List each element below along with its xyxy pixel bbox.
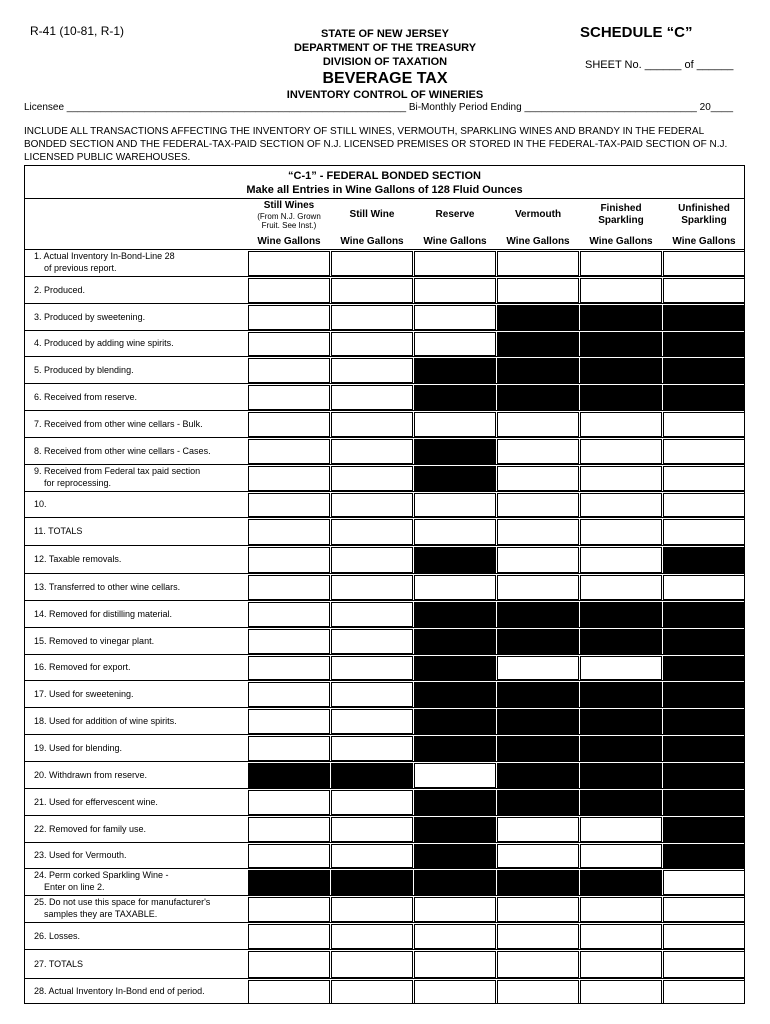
table-row (24, 627, 745, 654)
entry-cell[interactable] (414, 412, 496, 437)
table-row (24, 788, 745, 815)
blocked-cell (663, 709, 745, 734)
entry-cell[interactable] (331, 575, 413, 600)
column-header (497, 209, 579, 221)
entry-cell[interactable] (497, 656, 579, 680)
entry-cell[interactable] (331, 897, 413, 922)
row-label: 7. Received from other wine cellars - Bulk. (34, 418, 203, 429)
blocked-cell (497, 385, 579, 410)
row-divider (24, 356, 745, 357)
column-unit: Wine Gallons (506, 236, 570, 247)
entry-cell[interactable] (248, 278, 330, 303)
entry-cell[interactable] (497, 924, 579, 949)
table-row (24, 761, 745, 788)
sheet-number-field[interactable]: SHEET No. ______ of ______ (585, 59, 734, 71)
blocked-cell (580, 629, 662, 654)
row-divider (24, 491, 745, 492)
blocked-cell (663, 358, 745, 383)
entry-cell[interactable] (497, 844, 579, 868)
blocked-cell (580, 358, 662, 383)
row-divider (24, 276, 745, 277)
blocked-cell (497, 763, 579, 788)
blocked-cell (580, 682, 662, 707)
column-header (580, 203, 662, 227)
entry-cell[interactable] (331, 358, 413, 383)
entry-cell[interactable] (331, 924, 413, 949)
instructions-text: INCLUDE ALL TRANSACTIONS AFFECTING THE INVENTORY OF STILL WINES, VERMOUTH, SPARKLING WINES AND BRANDY IN THE FEDERAL BONDED SECTION AND THE FEDERAL-TAX-PAID SECTION OF N.J. LICENSED PREMISES OR STORED IN THE FEDERAL-TAX-PAID SECTION OF N.J. LICENSED PUBLIC WAREHOUSES. (24, 126, 728, 163)
row-label: 21. Used for effervescent wine. (34, 796, 158, 807)
column-unit: Wine Gallons (589, 236, 653, 247)
blocked-cell (414, 439, 496, 464)
row-label: 10. (34, 499, 47, 509)
entry-cell[interactable] (497, 439, 579, 464)
entry-cell[interactable] (248, 575, 330, 600)
row-label: 26. Losses. (34, 930, 81, 941)
entry-cell[interactable] (331, 385, 413, 410)
blocked-cell (663, 332, 745, 356)
row-divider (24, 600, 745, 601)
heading-divider (24, 198, 745, 199)
blocked-cell (414, 547, 496, 573)
entry-cell[interactable] (580, 278, 662, 303)
row-divider (24, 437, 745, 438)
table-row (24, 707, 745, 734)
entry-cell[interactable] (580, 656, 662, 680)
entry-cell[interactable] (248, 493, 330, 517)
entry-cell[interactable] (580, 547, 662, 573)
entry-cell[interactable] (331, 278, 413, 303)
row-divider (24, 680, 745, 681)
row-label: 22. Removed for family use. (34, 823, 147, 834)
entry-cell[interactable] (497, 980, 579, 1004)
row-divider (24, 654, 745, 655)
blocked-cell (663, 736, 745, 761)
blocked-cell (580, 763, 662, 788)
table-row (24, 276, 745, 303)
entry-cell[interactable] (331, 682, 413, 707)
state-name: STATE OF NEW JERSEY (321, 28, 449, 40)
blocked-cell (414, 844, 496, 868)
column-unit: Wine Gallons (672, 236, 736, 247)
entry-cell[interactable] (663, 251, 745, 276)
blocked-cell (580, 870, 662, 895)
column-header (248, 200, 330, 230)
section-subtitle: Make all Entries in Wine Gallons of 128 Fluid Ounces (246, 184, 523, 196)
entry-cell[interactable] (331, 412, 413, 437)
table-row (24, 978, 745, 1004)
table-row (24, 600, 745, 627)
entry-cell[interactable] (331, 466, 413, 491)
licensee-period-line[interactable]: Licensee _____________________________________________________________ Bi-Monthly Period Ending _______________________________ 20____ (24, 102, 734, 113)
entry-cell[interactable] (248, 656, 330, 680)
entry-cell[interactable] (414, 980, 496, 1004)
entry-cell[interactable] (580, 251, 662, 276)
entry-cell[interactable] (248, 951, 330, 978)
blocked-cell (580, 790, 662, 815)
row-divider (24, 734, 745, 735)
table-row (24, 680, 745, 707)
column-label: Still Wines (263, 200, 315, 211)
column-label: Reserve (435, 209, 475, 220)
entry-cell[interactable] (580, 466, 662, 491)
row-label: 4. Produced by adding wine spirits. (34, 338, 174, 348)
row-label: 16. Removed for export. (34, 662, 131, 672)
blocked-cell (663, 844, 745, 868)
row-divider (24, 815, 745, 816)
row-label: 28. Actual Inventory In-Bond end of period. (34, 986, 205, 996)
blocked-cell (248, 763, 330, 788)
entry-cell[interactable] (663, 519, 745, 545)
entry-cell[interactable] (580, 844, 662, 868)
table-row (24, 383, 745, 410)
entry-cell[interactable] (331, 305, 413, 330)
column-unit: Wine Gallons (423, 236, 487, 247)
blocked-cell (663, 629, 745, 654)
row-divider (24, 922, 745, 923)
division-name: DIVISION OF TAXATION (322, 56, 448, 68)
row-divider (24, 383, 745, 384)
blocked-cell (580, 602, 662, 627)
blocked-cell (414, 629, 496, 654)
table-row (24, 491, 745, 517)
blocked-cell (414, 870, 496, 895)
row-label: 6. Received from reserve. (34, 391, 138, 402)
blocked-cell (414, 466, 496, 491)
row-label: 9. Received from Federal tax paid section for reprocessing. (34, 466, 201, 488)
row-label: 1. Actual Inventory In-Bond-Line 28 of previous report. (34, 251, 175, 273)
entry-cell[interactable] (580, 980, 662, 1004)
blocked-cell (497, 358, 579, 383)
entry-cell[interactable] (497, 278, 579, 303)
entry-cell[interactable] (497, 547, 579, 573)
blocked-cell (497, 682, 579, 707)
row-label: 8. Received from other wine cellars - Cases. (34, 445, 211, 456)
blocked-cell (414, 656, 496, 680)
entry-cell[interactable] (248, 736, 330, 761)
entry-cell[interactable] (663, 980, 745, 1004)
entry-cell[interactable] (497, 251, 579, 276)
column-unit: Wine Gallons (340, 236, 404, 247)
blocked-cell (663, 656, 745, 680)
entry-cell[interactable] (331, 602, 413, 627)
entry-cell[interactable] (248, 519, 330, 545)
entry-cell[interactable] (414, 897, 496, 922)
table-row (24, 517, 745, 545)
blocked-cell (414, 385, 496, 410)
entry-cell[interactable] (663, 870, 745, 895)
entry-cell[interactable] (331, 629, 413, 654)
blocked-cell (497, 870, 579, 895)
entry-cell[interactable] (248, 980, 330, 1004)
entry-cell[interactable] (497, 951, 579, 978)
blocked-cell (663, 682, 745, 707)
row-divider (24, 627, 745, 628)
row-divider (24, 330, 745, 331)
blocked-cell (414, 817, 496, 842)
row-label: 15. Removed to vinegar plant. (34, 635, 155, 646)
row-label: 14. Removed for distilling material. (34, 608, 173, 619)
table-row (24, 545, 745, 573)
table-row (24, 249, 745, 276)
column-label: Still Wine (349, 209, 395, 220)
entry-cell[interactable] (331, 817, 413, 842)
row-label: 23. Used for Vermouth. (34, 850, 127, 860)
table-row (24, 868, 745, 895)
column-header (414, 209, 496, 221)
entry-cell[interactable] (497, 519, 579, 545)
entry-cell[interactable] (580, 519, 662, 545)
entry-cell[interactable] (331, 709, 413, 734)
entry-cell[interactable] (248, 358, 330, 383)
column-label: Finished Sparkling (598, 203, 644, 226)
column-sublabel: (From N.J. Grown Fruit. See Inst.) (257, 212, 321, 230)
entry-cell[interactable] (248, 682, 330, 707)
entry-cell[interactable] (248, 790, 330, 815)
entry-cell[interactable] (414, 924, 496, 949)
entry-cell[interactable] (497, 466, 579, 491)
entry-cell[interactable] (331, 844, 413, 868)
entry-cell[interactable] (663, 278, 745, 303)
entry-cell[interactable] (497, 817, 579, 842)
entry-cell[interactable] (331, 519, 413, 545)
entry-cell[interactable] (248, 439, 330, 464)
blocked-cell (497, 602, 579, 627)
entry-cell[interactable] (663, 575, 745, 600)
entry-cell[interactable] (248, 466, 330, 491)
tax-title: BEVERAGE TAX (322, 70, 448, 87)
blocked-cell (497, 736, 579, 761)
entry-cell[interactable] (580, 412, 662, 437)
entry-cell[interactable] (248, 709, 330, 734)
entry-cell[interactable] (331, 790, 413, 815)
table-row (24, 464, 745, 491)
row-label: 5. Produced by blending. (34, 364, 134, 375)
blocked-cell (414, 709, 496, 734)
entry-cell[interactable] (414, 251, 496, 276)
blocked-cell (663, 790, 745, 815)
blocked-cell (580, 385, 662, 410)
row-divider (24, 978, 745, 979)
column-unit: Wine Gallons (257, 236, 321, 247)
blocked-cell (580, 736, 662, 761)
row-label: 27. TOTALS (34, 958, 84, 969)
entry-cell[interactable] (497, 897, 579, 922)
entry-cell[interactable] (414, 305, 496, 330)
entry-cell[interactable] (331, 332, 413, 356)
entry-cell[interactable] (663, 924, 745, 949)
blocked-cell (663, 547, 745, 573)
row-divider (24, 410, 745, 411)
entry-cell[interactable] (414, 278, 496, 303)
table-row (24, 895, 745, 922)
blocked-cell (414, 602, 496, 627)
blocked-cell (663, 385, 745, 410)
row-divider (24, 303, 745, 304)
entry-cell[interactable] (414, 575, 496, 600)
table-row (24, 410, 745, 437)
section-heading (24, 169, 745, 197)
entry-cell[interactable] (331, 493, 413, 517)
row-label: 18. Used for addition of wine spirits. (34, 715, 177, 726)
entry-cell[interactable] (497, 412, 579, 437)
row-label: 2. Produced. (34, 284, 86, 295)
entry-cell[interactable] (663, 439, 745, 464)
entry-cell[interactable] (248, 897, 330, 922)
entry-cell[interactable] (580, 817, 662, 842)
form-subtitle: INVENTORY CONTROL OF WINERIES (286, 89, 484, 101)
blocked-cell (497, 629, 579, 654)
table-row (24, 356, 745, 383)
blocked-cell (663, 763, 745, 788)
form-header (235, 27, 535, 102)
entry-cell[interactable] (414, 951, 496, 978)
entry-cell[interactable] (248, 251, 330, 276)
row-label: 12. Taxable removals. (34, 554, 122, 564)
blocked-cell (414, 682, 496, 707)
entry-cell[interactable] (580, 951, 662, 978)
table-row (24, 842, 745, 868)
blocked-cell (663, 817, 745, 842)
blocked-cell (414, 358, 496, 383)
entry-cell[interactable] (497, 575, 579, 600)
row-divider (24, 788, 745, 789)
entry-cell[interactable] (248, 547, 330, 573)
entry-cell[interactable] (248, 629, 330, 654)
row-divider (24, 707, 745, 708)
row-label: 3. Produced by sweetening. (34, 311, 146, 322)
blocked-cell (497, 332, 579, 356)
column-label: Unfinished Sparkling (678, 203, 730, 226)
entry-cell[interactable] (248, 817, 330, 842)
entry-cell[interactable] (331, 736, 413, 761)
row-label: 25. Do not use this space for manufacturer's samples they are TAXABLE. (34, 897, 211, 919)
table-row (24, 330, 745, 356)
entry-cell[interactable] (331, 980, 413, 1004)
table-row (24, 922, 745, 949)
blocked-cell (663, 305, 745, 330)
table-row (24, 437, 745, 464)
section-title: “C-1” - FEDERAL BONDED SECTION (288, 170, 481, 182)
form-number: R-41 (10-81, R-1) (30, 24, 125, 38)
blocked-cell (414, 790, 496, 815)
entry-cell[interactable] (248, 305, 330, 330)
row-label: 24. Perm corked Sparkling Wine - Enter on line 2. (34, 870, 169, 892)
table-row (24, 949, 745, 978)
row-label: 11. TOTALS (34, 526, 83, 536)
entry-cell[interactable] (663, 951, 745, 978)
entry-cell[interactable] (414, 519, 496, 545)
entry-cell[interactable] (248, 924, 330, 949)
entry-cell[interactable] (331, 251, 413, 276)
row-divider (24, 949, 745, 950)
blocked-cell (580, 709, 662, 734)
entry-cell[interactable] (663, 466, 745, 491)
column-label: Vermouth (514, 209, 562, 220)
entry-cell[interactable] (248, 412, 330, 437)
table-row (24, 573, 745, 600)
row-divider (24, 842, 745, 843)
entry-cell[interactable] (248, 332, 330, 356)
row-divider (24, 517, 745, 518)
blocked-cell (414, 736, 496, 761)
blocked-cell (497, 305, 579, 330)
table-row (24, 734, 745, 761)
row-divider (24, 761, 745, 762)
row-label: 19. Used for blending. (34, 742, 123, 753)
row-divider (24, 545, 745, 546)
entry-cell[interactable] (663, 412, 745, 437)
entry-cell[interactable] (580, 493, 662, 517)
department-name: DEPARTMENT OF THE TREASURY (293, 42, 477, 54)
entry-cell[interactable] (248, 844, 330, 868)
row-label: 20. Withdrawn from reserve. (34, 769, 148, 780)
table-row (24, 303, 745, 330)
entry-cell[interactable] (497, 493, 579, 517)
row-divider (24, 573, 745, 574)
blocked-cell (331, 870, 413, 895)
entry-cell[interactable] (331, 547, 413, 573)
table-row (24, 815, 745, 842)
blocked-cell (497, 709, 579, 734)
entry-cell[interactable] (580, 439, 662, 464)
schedule-label: SCHEDULE “C” (580, 24, 693, 41)
blocked-cell (580, 332, 662, 356)
entry-cell[interactable] (580, 924, 662, 949)
column-header (663, 203, 745, 227)
blocked-cell (331, 763, 413, 788)
entry-cell[interactable] (414, 493, 496, 517)
blocked-cell (663, 602, 745, 627)
entry-cell[interactable] (331, 656, 413, 680)
entry-cell[interactable] (580, 575, 662, 600)
entry-cell[interactable] (580, 897, 662, 922)
entry-cell[interactable] (331, 439, 413, 464)
entry-cell[interactable] (663, 897, 745, 922)
entry-cell[interactable] (248, 602, 330, 627)
row-label: 13. Transferred to other wine cellars. (34, 581, 181, 592)
row-label: 17. Used for sweetening. (34, 688, 134, 699)
entry-cell[interactable] (248, 385, 330, 410)
blocked-cell (580, 305, 662, 330)
column-header (331, 209, 413, 221)
entry-cell[interactable] (414, 332, 496, 356)
blocked-cell (248, 870, 330, 895)
entry-cell[interactable] (414, 763, 496, 788)
entry-cell[interactable] (663, 493, 745, 517)
blocked-cell (497, 790, 579, 815)
table-row (24, 654, 745, 680)
entry-cell[interactable] (331, 951, 413, 978)
